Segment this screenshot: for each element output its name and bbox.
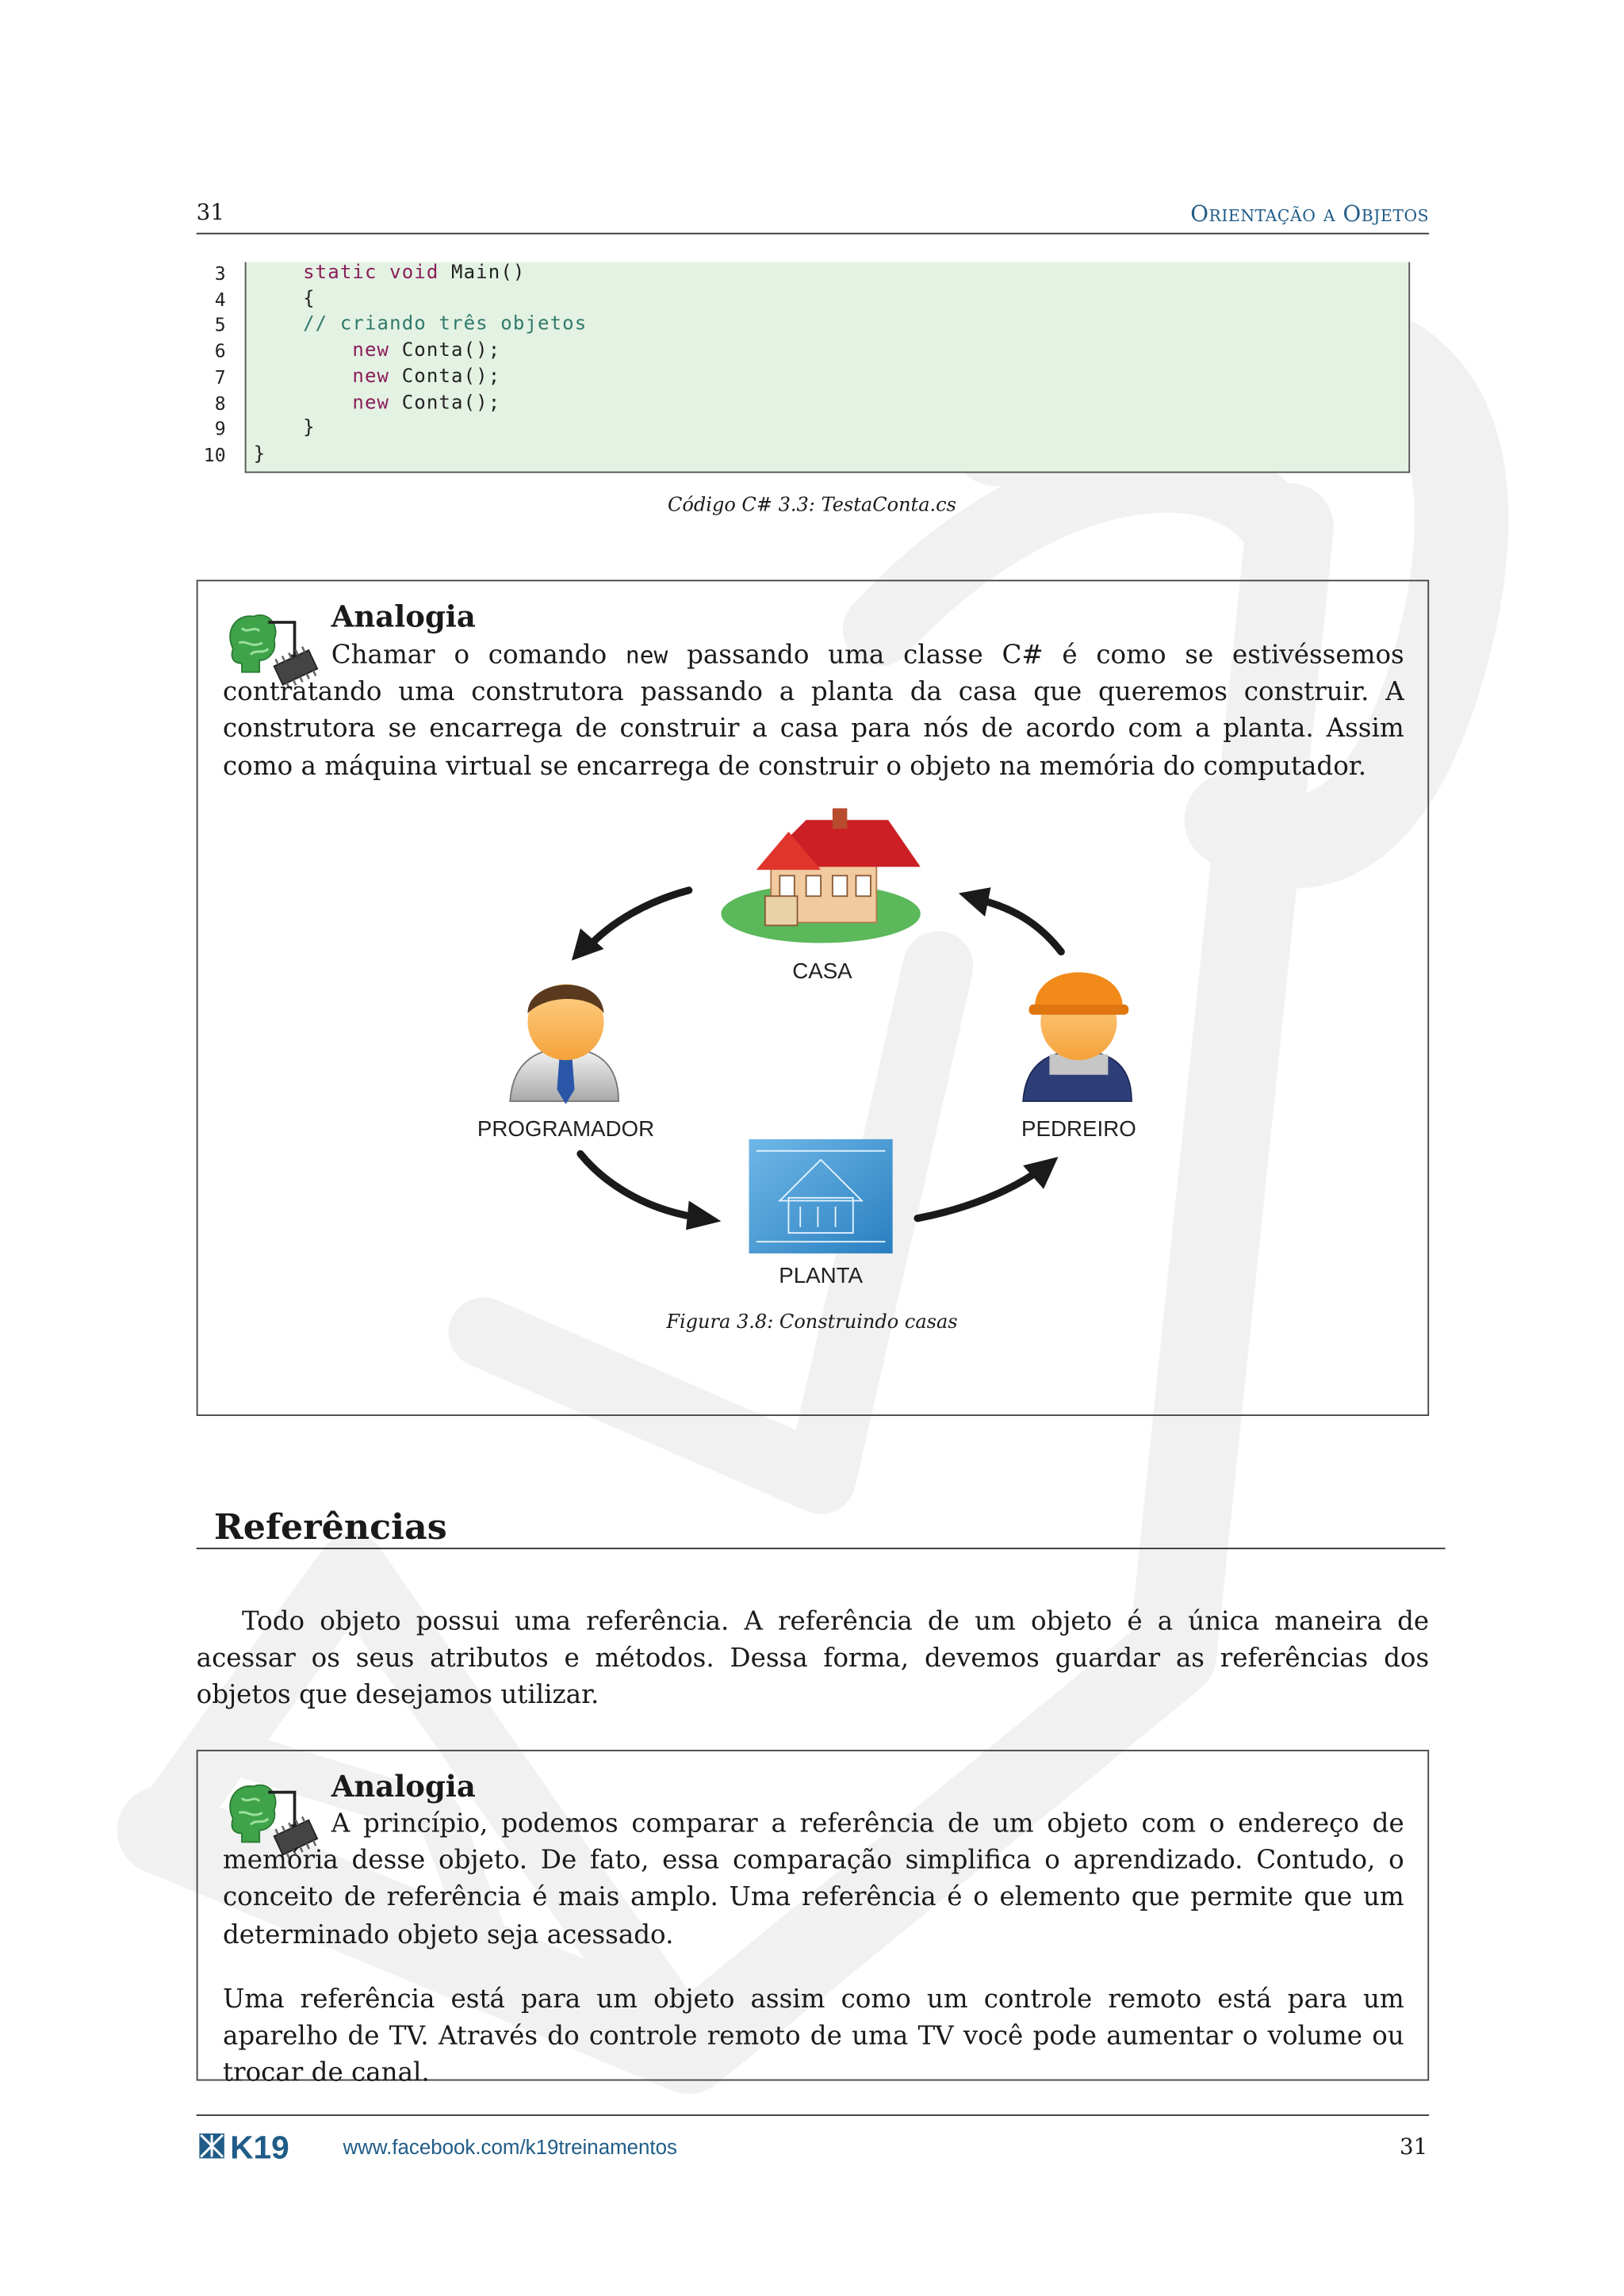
analogy-paragraph — [223, 637, 1404, 786]
code-token: Main() — [439, 262, 526, 285]
code-line — [254, 261, 588, 287]
house-illustration — [721, 809, 920, 943]
code-line-number: 8 — [214, 392, 226, 414]
code-token: { — [303, 288, 316, 311]
builder-illustration — [1023, 972, 1132, 1101]
arrow-blueprint-to-builder — [917, 1157, 1058, 1219]
analogy-title: Analogia — [331, 1769, 476, 1804]
header-page-number: 31 — [196, 199, 224, 226]
code-token: Conta(); — [389, 339, 501, 362]
header-rule — [197, 233, 1429, 235]
arrow-programmer-to-blueprint — [580, 1154, 721, 1230]
section-rule — [197, 1548, 1446, 1549]
footer-rule — [197, 2114, 1429, 2116]
code-token: Conta(); — [389, 365, 501, 388]
programmer-illustration — [510, 984, 619, 1104]
footer-page-number: 31 — [1400, 2133, 1428, 2160]
code-line — [254, 390, 588, 416]
arrow-house-to-programmer — [572, 890, 689, 961]
footer-link[interactable]: www.facebook.com/k19treinamentos — [343, 2134, 677, 2159]
figure-caption: Figura 3.8: Construindo casas — [666, 1311, 958, 1334]
code-line — [254, 286, 588, 312]
arrow-builder-to-house — [959, 887, 1061, 951]
inline-code-new: new — [625, 641, 668, 670]
header-chapter-title: Orientação a Objetos — [1190, 201, 1430, 228]
code-line — [254, 365, 588, 391]
k19-logo — [198, 2130, 321, 2163]
house-label: CASA — [792, 958, 852, 983]
code-token: } — [303, 417, 316, 440]
analogy-paragraph: A princípio, podemos comparar a referência de um objeto com o endereço de memória desse objeto. De fato, essa comparação simplifica o aprendizado. Contudo, o conceito de referência é mais amplo. Uma referência é o elemento que permite que um determinado objeto seja acessado. — [222, 1809, 1404, 1950]
construction-diagram — [454, 809, 1173, 1307]
code-listing — [254, 261, 588, 469]
analogy-paragraph: Uma referência está para um objeto assim como um controle remoto está para um aparelho de TV. Através do controle remoto de uma TV você pode aumentar o volume ou trocar de canal. — [222, 1985, 1404, 2089]
code-caption: Código C# 3.3: TestaConta.cs — [668, 495, 956, 517]
programmer-label: PROGRAMADOR — [477, 1116, 655, 1142]
code-keyword: new — [352, 392, 390, 414]
code-line-number: 5 — [214, 313, 226, 336]
code-line-number: 7 — [214, 365, 226, 388]
code-line-numbers — [176, 261, 226, 469]
code-token: } — [253, 443, 266, 466]
logo-text: K19 — [230, 2130, 289, 2163]
code-line — [254, 442, 588, 469]
code-line-number: 9 — [214, 417, 226, 440]
code-line-number: 10 — [203, 443, 226, 466]
code-line — [254, 416, 588, 442]
blueprint-illustration — [749, 1139, 893, 1253]
code-keyword: new — [352, 339, 390, 362]
body-paragraph: Todo objeto possui uma referência. A referência de um objeto é a única maneira de acessar os seus atributos e métodos. Dessa forma, devemos guardar as referências dos objetos que desejamos utilizar. — [196, 1607, 1430, 1711]
code-line-number: 3 — [214, 262, 226, 285]
section-title: Referências — [213, 1505, 447, 1548]
analogy-text-before: Chamar o comando — [331, 641, 626, 671]
code-line — [254, 312, 588, 339]
code-keyword: static void — [303, 262, 439, 285]
code-line — [254, 339, 588, 365]
code-comment: // criando três objetos — [303, 313, 588, 336]
analogy-title: Analogia — [331, 599, 476, 634]
blueprint-label: PLANTA — [779, 1262, 863, 1288]
analogy-box — [197, 1750, 1429, 2089]
analogy-text-after: passando uma classe C# é como se estivéssemos contratando uma construtora passando a planta da casa que queremos construir. A construtora se encarrega de construir a casa para nós de acordo com a planta. Assim como a máquina virtual se encarrega de construir o objeto na memória do computador. — [222, 641, 1404, 782]
code-keyword: new — [352, 365, 390, 388]
code-line-number: 4 — [214, 288, 226, 311]
builder-label: PEDREIRO — [1021, 1116, 1136, 1142]
code-token: Conta(); — [389, 392, 501, 414]
code-line-number: 6 — [214, 339, 226, 362]
